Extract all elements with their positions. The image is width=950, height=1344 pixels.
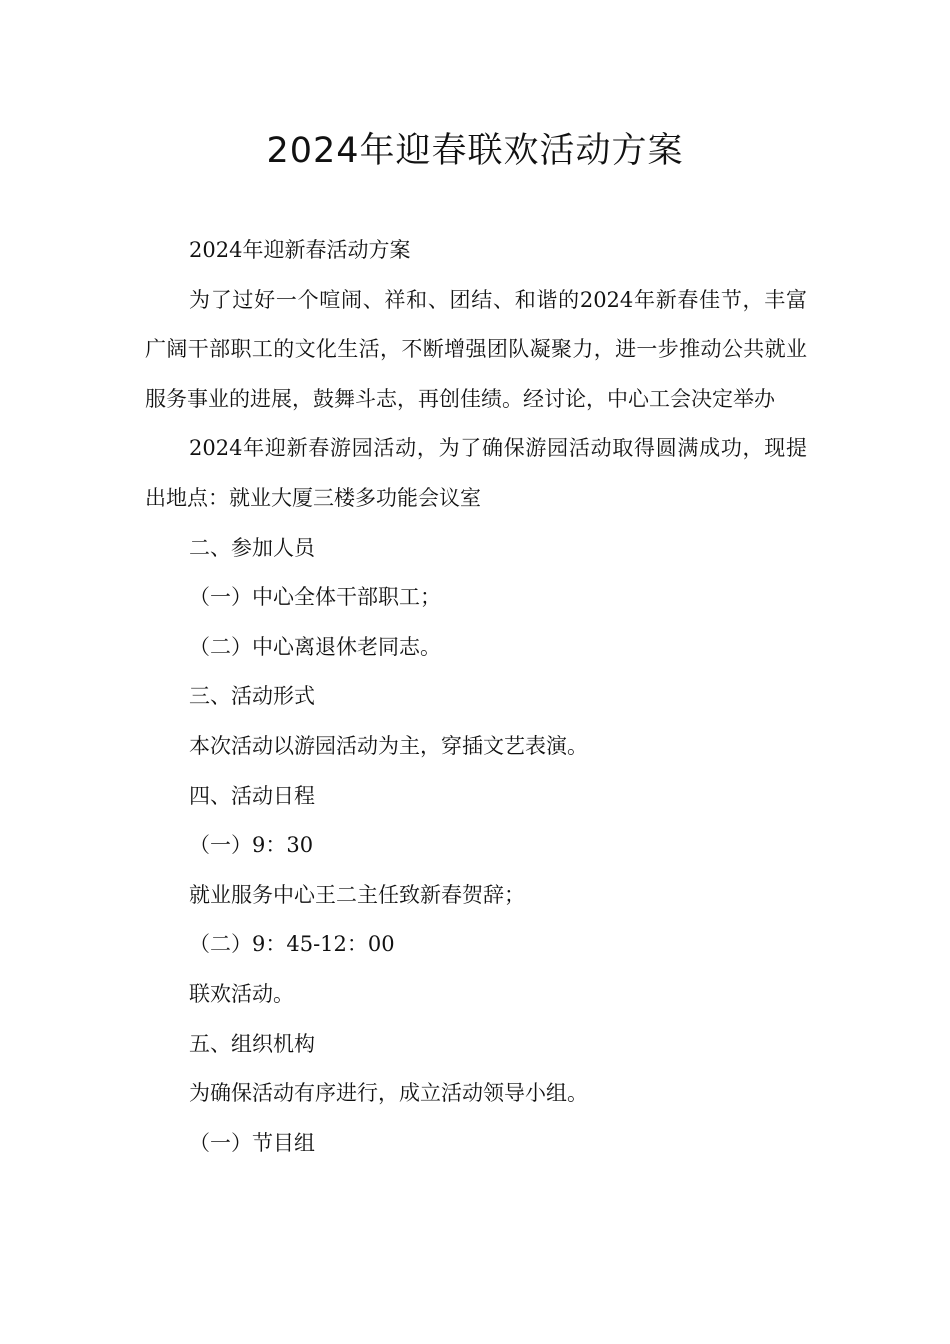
- section-heading-participants: 二、参加人员: [189, 535, 315, 560]
- list-item-retirees: （二）中心离退休老同志。: [189, 634, 441, 659]
- schedule-item-1-desc: 就业服务中心王二主任致新春贺辞；: [189, 882, 525, 907]
- document-body: [145, 226, 807, 1168]
- schedule-item-2-desc: 联欢活动。: [189, 981, 294, 1006]
- paragraph-organization: 为确保活动有序进行，成立活动领导小组。: [189, 1081, 588, 1106]
- schedule-item-1-time: （一）9：30: [189, 833, 314, 858]
- paragraph-intro: 为了过好一个喧闹、祥和、团结、和谐的2024年新春佳节，丰富广阔干部职工的文化生活，不断增强团队凝聚力，进一步推动公共就业服务事业的进展，鼓舞斗志，再创佳绩。经讨论，中心工会决定举办: [145, 287, 807, 411]
- paragraph-subtitle: 2024年迎新春活动方案: [189, 238, 411, 262]
- list-item-staff: （一）中心全体干部职工；: [189, 585, 441, 610]
- section-heading-format: 三、活动形式: [189, 684, 315, 709]
- document-title: 2024年迎春联欢活动方案: [266, 131, 684, 171]
- section-heading-schedule: 四、活动日程: [189, 783, 315, 808]
- list-item-program-group: （一）节目组: [189, 1130, 315, 1155]
- section-heading-organization: 五、组织机构: [189, 1031, 315, 1056]
- schedule-item-2-time: （二）9：45-12：00: [189, 932, 395, 957]
- paragraph-location: 2024年迎新春游园活动，为了确保游园活动取得圆满成功，现提出地点：就业大厦三楼多功能会议室: [145, 436, 807, 510]
- paragraph-format: 本次活动以游园活动为主，穿插文艺表演。: [189, 733, 588, 758]
